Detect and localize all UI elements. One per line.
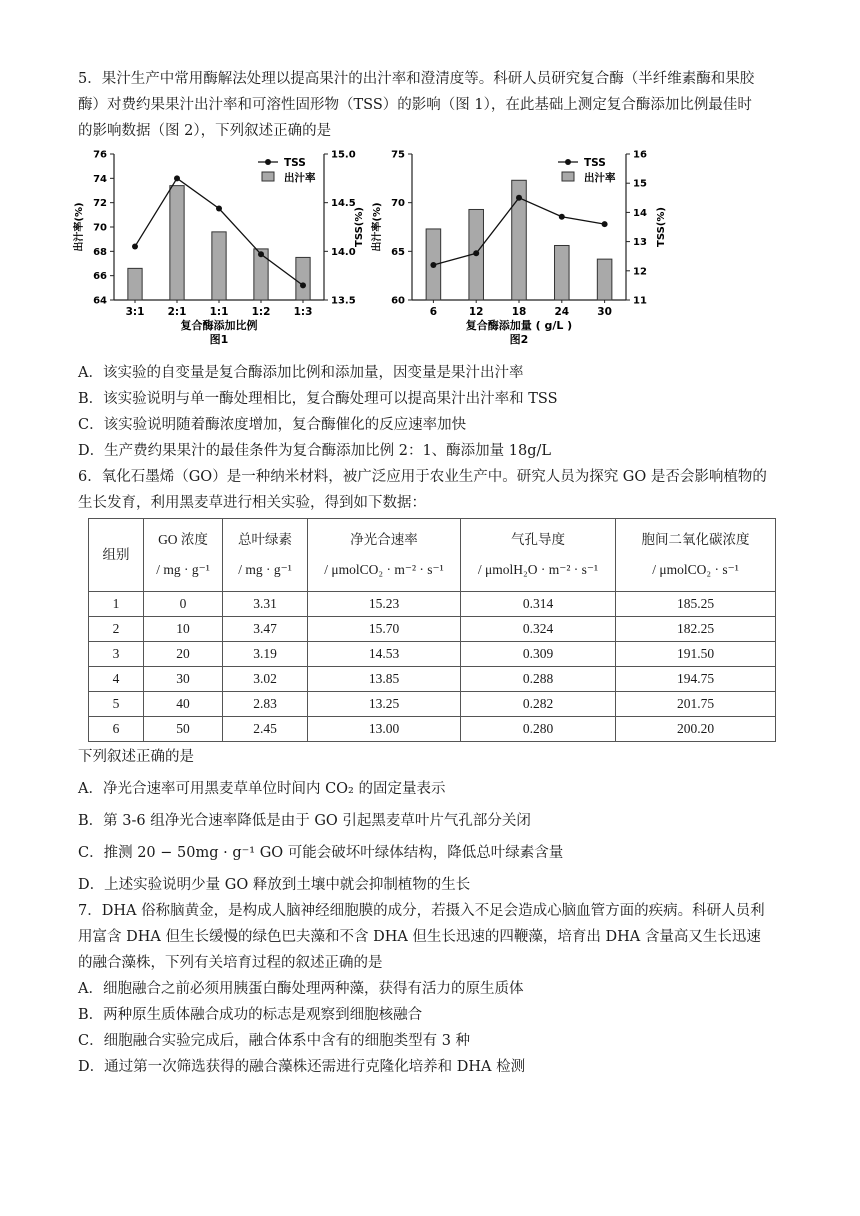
legend-label: TSS bbox=[284, 157, 306, 169]
table-cell: 3.47 bbox=[223, 617, 308, 642]
x-tick-label: 24 bbox=[554, 306, 570, 318]
tss-point bbox=[300, 282, 306, 288]
table-cell: 20 bbox=[144, 642, 223, 667]
tss-point bbox=[559, 214, 565, 220]
table-row bbox=[89, 642, 776, 667]
tss-point bbox=[430, 262, 436, 268]
right-axis-label: TSS(%) bbox=[656, 207, 667, 247]
legend-label: 出汁率 bbox=[584, 172, 616, 184]
table-cell: 15.70 bbox=[308, 617, 461, 642]
q7-option-c: C．细胞融合实验完成后，融合体系中含有的细胞类型有 3 种 bbox=[78, 1033, 471, 1049]
x-tick-label: 3:1 bbox=[125, 306, 145, 318]
table-row bbox=[89, 692, 776, 717]
figure-caption: 图1 bbox=[209, 333, 229, 346]
q6-after-table: 下列叙述正确的是 bbox=[78, 749, 194, 765]
x-tick-label: 18 bbox=[511, 306, 527, 318]
left-tick-label: 66 bbox=[93, 271, 107, 283]
question-5 bbox=[74, 66, 778, 464]
q7-stem-line: 用富含 DHA 但生长缓慢的绿色巴夫藻和不含 DHA 但生长迅速的四鞭藻，培育出 DHA 含量高又生长迅速 bbox=[78, 929, 761, 945]
tss-point bbox=[258, 251, 264, 257]
q6-option-a: A．净光合速率可用黑麦草单位时间内 CO₂ 的固定量表示 bbox=[78, 781, 446, 797]
x-tick-label: 2:1 bbox=[167, 306, 187, 318]
table-row bbox=[89, 717, 776, 742]
bar bbox=[170, 186, 184, 300]
x-axis-label: 复合酶添加量 ( g/L ) bbox=[465, 319, 573, 332]
left-axis-label: 出汁率(%) bbox=[74, 202, 85, 252]
col-header-go: GO 浓度 / mg · g⁻¹ bbox=[144, 519, 223, 592]
left-axis-label: 出汁率(%) bbox=[372, 202, 383, 252]
table-cell: 3 bbox=[89, 642, 144, 667]
table-cell: 13.00 bbox=[308, 717, 461, 742]
figure-caption: 图2 bbox=[509, 333, 529, 346]
table-cell: 30 bbox=[144, 667, 223, 692]
table-cell: 0.280 bbox=[461, 717, 616, 742]
table-cell: 0.314 bbox=[461, 592, 616, 617]
table-row bbox=[89, 667, 776, 692]
q5-stem-line: 酶）对费约果果汁出汁率和可溶性固形物（TSS）的影响（图 1），在此基础上测定复合酶添加比例最佳时 bbox=[78, 97, 752, 113]
right-axis-label: TSS(%) bbox=[354, 207, 365, 247]
table-row bbox=[89, 592, 776, 617]
legend-line-marker bbox=[265, 159, 271, 165]
right-tick-label: 14 bbox=[633, 207, 647, 219]
q5-option-b: B．该实验说明与单一酶处理相比，复合酶处理可以提高果汁出汁率和 TSS bbox=[78, 391, 558, 407]
table-cell: 1 bbox=[89, 592, 144, 617]
table-cell: 0.309 bbox=[461, 642, 616, 667]
exam-page bbox=[74, 66, 778, 1080]
legend-label: TSS bbox=[584, 157, 606, 169]
tss-point bbox=[132, 243, 138, 249]
table-cell: 3.02 bbox=[223, 667, 308, 692]
table-body bbox=[89, 592, 776, 742]
left-tick-label: 64 bbox=[93, 295, 107, 307]
table-cell: 50 bbox=[144, 717, 223, 742]
table-cell: 40 bbox=[144, 692, 223, 717]
left-tick-label: 75 bbox=[391, 149, 405, 161]
legend-bar-swatch bbox=[262, 172, 274, 181]
left-tick-label: 60 bbox=[391, 295, 405, 307]
x-tick-label: 6 bbox=[429, 306, 438, 318]
table-cell: 0.288 bbox=[461, 667, 616, 692]
right-tick-label: 11 bbox=[633, 295, 647, 307]
table-cell: 2 bbox=[89, 617, 144, 642]
tss-point bbox=[516, 195, 522, 201]
q7-option-d: D．通过第一次筛选获得的融合藻株还需进行克隆化培养和 DHA 检测 bbox=[78, 1059, 526, 1075]
table-cell: 0.324 bbox=[461, 617, 616, 642]
col-header-intercellular-co2: 胞间二氧化碳浓度 / μmolCO₂ · s⁻¹ bbox=[616, 519, 776, 592]
table-cell: 3.19 bbox=[223, 642, 308, 667]
q7-stem-line: 7．DHA 俗称脑黄金，是构成人脑神经细胞膜的成分，若摄入不足会造成心脑血管方面的疾病。科研人员利 bbox=[78, 903, 765, 919]
table-cell: 182.25 bbox=[616, 617, 776, 642]
right-tick-label: 14.5 bbox=[331, 198, 356, 210]
left-tick-label: 76 bbox=[93, 149, 107, 161]
table-cell: 200.20 bbox=[616, 717, 776, 742]
question-6 bbox=[78, 464, 778, 898]
left-tick-label: 65 bbox=[391, 246, 405, 258]
bar bbox=[212, 232, 226, 300]
bar bbox=[597, 259, 612, 300]
table-cell: 15.23 bbox=[308, 592, 461, 617]
question-7 bbox=[78, 898, 778, 1080]
q6-option-b: B．第 3-6 组净光合速率降低是由于 GO 引起黑麦草叶片气孔部分关闭 bbox=[78, 813, 531, 829]
x-tick-label: 30 bbox=[597, 306, 612, 318]
col-header-net-photosynthesis: 净光合速率 / μmolCO₂ · m⁻² · s⁻¹ bbox=[308, 519, 461, 592]
go-data-table bbox=[88, 518, 776, 742]
table-cell: 191.50 bbox=[616, 642, 776, 667]
table-cell: 3.31 bbox=[223, 592, 308, 617]
table-cell: 185.25 bbox=[616, 592, 776, 617]
tss-point bbox=[473, 250, 479, 256]
col-header-stomatal-conductance: 气孔导度 / μmolH₂O · m⁻² · s⁻¹ bbox=[461, 519, 616, 592]
x-tick-label: 1:1 bbox=[209, 306, 229, 318]
bar bbox=[128, 268, 142, 300]
col-header-group: 组别 bbox=[89, 519, 144, 592]
q6-stem-line: 6．氧化石墨烯（GO）是一种纳米材料，被广泛应用于农业生产中。研究人员为探究 GO 是否会影响植物的 bbox=[78, 469, 767, 485]
right-tick-label: 13.5 bbox=[331, 295, 356, 307]
table-cell: 2.83 bbox=[223, 692, 308, 717]
table-cell: 13.85 bbox=[308, 667, 461, 692]
table-cell: 0 bbox=[144, 592, 223, 617]
right-tick-label: 15 bbox=[633, 178, 647, 190]
bar bbox=[555, 245, 570, 300]
figure-2-chart bbox=[374, 146, 684, 356]
table-cell: 4 bbox=[89, 667, 144, 692]
q5-option-a: A．该实验的自变量是复合酶添加比例和添加量，因变量是果汁出汁率 bbox=[78, 365, 524, 381]
q7-stem-line: 的融合藻株，下列有关培育过程的叙述正确的是 bbox=[78, 955, 383, 971]
table-header-row bbox=[89, 519, 776, 592]
q6-option-d: D．上述实验说明少量 GO 释放到土壤中就会抑制植物的生长 bbox=[78, 877, 471, 893]
right-tick-label: 16 bbox=[633, 149, 647, 161]
left-tick-label: 70 bbox=[93, 222, 107, 234]
x-tick-label: 12 bbox=[468, 306, 484, 318]
table-cell: 0.282 bbox=[461, 692, 616, 717]
q5-option-c: C．该实验说明随着酶浓度增加，复合酶催化的反应速率加快 bbox=[78, 417, 467, 433]
table-row bbox=[89, 617, 776, 642]
left-tick-label: 70 bbox=[391, 198, 405, 210]
x-tick-label: 1:2 bbox=[251, 306, 271, 318]
q7-option-b: B．两种原生质体融合成功的标志是观察到细胞核融合 bbox=[78, 1007, 423, 1023]
legend-label: 出汁率 bbox=[284, 172, 316, 184]
q5-stem-line: 5．果汁生产中常用酶解法处理以提高果汁的出汁率和澄清度等。科研人员研究复合酶（半纤维素酶和果胶 bbox=[78, 71, 755, 87]
col-header-chlorophyll: 总叶绿素 / mg · g⁻¹ bbox=[223, 519, 308, 592]
left-tick-label: 72 bbox=[93, 198, 107, 210]
table-cell: 10 bbox=[144, 617, 223, 642]
q5-charts bbox=[74, 146, 778, 356]
right-tick-label: 15.0 bbox=[331, 149, 356, 161]
tss-point bbox=[602, 221, 608, 227]
q6-stem-line: 生长发育，利用黑麦草进行相关实验，得到如下数据： bbox=[78, 495, 426, 511]
q5-stem-line: 的影响数据（图 2），下列叙述正确的是 bbox=[78, 123, 332, 139]
table-cell: 14.53 bbox=[308, 642, 461, 667]
table-cell: 2.45 bbox=[223, 717, 308, 742]
legend-line-marker bbox=[565, 159, 571, 165]
left-tick-label: 68 bbox=[93, 246, 107, 258]
tss-point bbox=[216, 206, 222, 212]
bar bbox=[296, 257, 310, 300]
tss-point bbox=[174, 175, 180, 181]
x-tick-label: 1:3 bbox=[293, 306, 313, 318]
table-cell: 5 bbox=[89, 692, 144, 717]
table-cell: 13.25 bbox=[308, 692, 461, 717]
table-cell: 194.75 bbox=[616, 667, 776, 692]
right-tick-label: 13 bbox=[633, 237, 647, 249]
q7-option-a: A．细胞融合之前必须用胰蛋白酶处理两种藻，获得有活力的原生质体 bbox=[78, 981, 524, 997]
table-cell: 201.75 bbox=[616, 692, 776, 717]
legend-bar-swatch bbox=[562, 172, 574, 181]
x-axis-label: 复合酶添加比例 bbox=[180, 319, 258, 332]
right-tick-label: 14.0 bbox=[331, 246, 356, 258]
left-tick-label: 74 bbox=[93, 173, 107, 185]
q6-option-c: C．推测 20 − 50mg · g⁻¹ GO 可能会破坏叶绿体结构，降低总叶绿素含量 bbox=[78, 845, 564, 861]
right-tick-label: 12 bbox=[633, 266, 647, 278]
q5-option-d: D．生产费约果果汁的最佳条件为复合酶添加比例 2：1、酶添加量 18g/L bbox=[78, 443, 552, 459]
figure-1-chart bbox=[74, 146, 378, 356]
table-cell: 6 bbox=[89, 717, 144, 742]
